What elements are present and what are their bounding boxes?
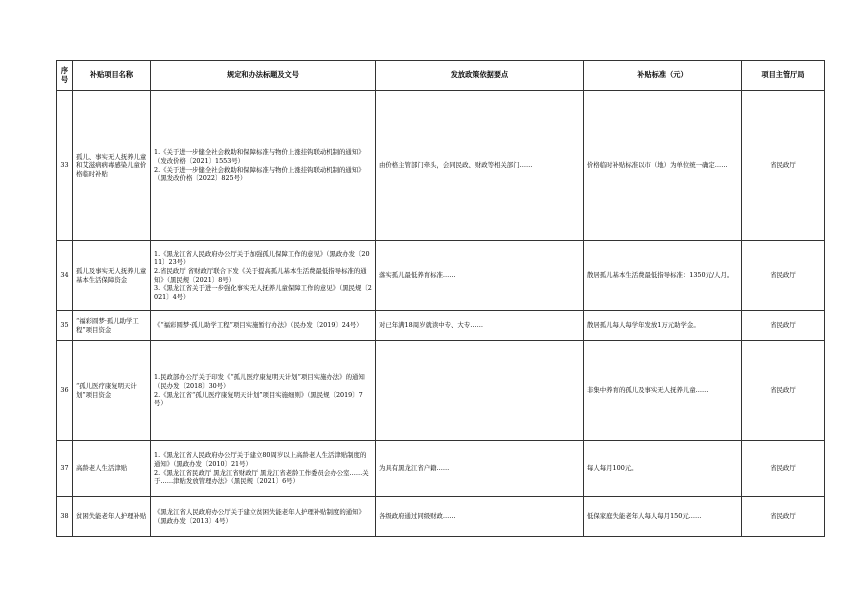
header-dept: 项目主管厅局 (742, 61, 825, 91)
department-cell: 省民政厅 (742, 497, 825, 537)
regulation-line: 《“福彩圆梦·孤儿助学工程”项目实施暂行办法》（民办发〔2019〕24号） (154, 321, 363, 330)
row-number: 33 (57, 91, 73, 241)
header-basis: 发放政策依据要点 (376, 61, 584, 91)
policy-basis-cell: 落实孤儿最低养育标准…… (376, 241, 584, 311)
row-number: 35 (57, 311, 73, 341)
department-cell: 省民政厅 (742, 91, 825, 241)
regulation-line: 1.《关于进一步健全社会救助和保障标准与物价上涨挂钩联动机制的通知》（发改价格〔2021〕1553号） (154, 148, 365, 165)
department-cell: 省民政厅 (742, 341, 825, 441)
header-name: 补贴项目名称 (73, 61, 151, 91)
regulations-cell (151, 91, 376, 241)
policy-basis-cell (376, 341, 584, 441)
item-name: 孤儿及事实无人抚养儿童基本生活保障资金 (73, 241, 151, 311)
regulation-line: 1.《黑龙江省人民政府办公厅关于加强孤儿保障工作的意见》（黑政办发〔2011〕23号） (154, 249, 370, 267)
department-cell: 省民政厅 (742, 241, 825, 311)
standard-cell: 每人每月100元。 (584, 441, 742, 497)
regulation-line: 1.《黑龙江省人民政府办公厅关于建立80周岁以上高龄老人生活津贴制度的通知》（黑政办发〔2010〕21号） (154, 451, 367, 468)
policy-basis-cell: 对已年满18周岁就读中专、大专…… (376, 311, 584, 341)
regulation-line: 2.《黑龙江省民政厅 黑龙江省财政厅 黑龙江省老龄工作委员会办公室……关于……津贴发放管理办法》（黑民规〔2021〕6号） (154, 468, 369, 486)
table-row (57, 91, 825, 241)
regulation-line: 2.《黑龙江省“孤儿医疗康复明天计划”项目实施细则》（黑民规〔2019〕7号） (154, 390, 363, 408)
row-number: 37 (57, 441, 73, 497)
regulation-line: 3.《黑龙江省关于进一步强化事实无人抚养儿童保障工作的意见》（黑民规〔2021〕4号） (154, 284, 372, 301)
policy-basis-cell: 由价格主管部门牵头，会同民政、财政等相关部门…… (376, 91, 584, 241)
regulation-line: 1.民政部办公厅关于印发《“孤儿医疗康复明天计划”项目实施办法》的通知（民办发〔2018〕30号） (154, 373, 365, 390)
standard-cell: 低保家庭失能老年人每人每月150元…… (584, 497, 742, 537)
table-row (57, 441, 825, 497)
regulations-cell (151, 241, 376, 311)
table-row (57, 497, 825, 537)
item-name: 贫困失能老年人护理补贴 (73, 497, 151, 537)
regulations-cell (151, 441, 376, 497)
header-regs: 规定和办法标题及文号 (151, 61, 376, 91)
row-number: 34 (57, 241, 73, 311)
table-row (57, 241, 825, 311)
regulation-line: 2.省民政厅 省财政厅联合下发《关于提高孤儿基本生活费最低指导标准的通知》（黑民规〔2021〕8号） (154, 266, 367, 284)
item-name: 高龄老人生活津贴 (73, 441, 151, 497)
department-cell: 省民政厅 (742, 441, 825, 497)
header-row (57, 61, 825, 91)
item-name: 孤儿、事实无人抚养儿童和艾滋病病毒感染儿童价格临时补贴 (73, 91, 151, 241)
regulations-cell (151, 341, 376, 441)
regulation-line: 2.《关于进一步健全社会救助和保障标准与物价上涨挂钩联动机制的通知》（黑发改价格〔2022〕825号） (154, 165, 365, 183)
policy-basis-cell: 各级政府通过同级财政…… (376, 497, 584, 537)
header-standard: 补贴标准（元） (584, 61, 742, 91)
regulation-line: 《黑龙江省人民政府办公厅关于建立贫困失能老年人护理补贴制度的通知》（黑政办发〔2013〕4号） (154, 507, 365, 525)
item-name: “福彩圆梦·孤儿助学工程”项目资金 (73, 311, 151, 341)
regulations-cell (151, 311, 376, 341)
row-number: 38 (57, 497, 73, 537)
standard-cell: 散居孤儿基本生活费最低指导标准：1350元/人月。 (584, 241, 742, 311)
standard-cell: 非集中养育的孤儿及事实无人抚养儿童…… (584, 341, 742, 441)
header-no: 序号 (57, 61, 73, 91)
table-row (57, 311, 825, 341)
subsidy-table (56, 60, 825, 537)
policy-basis-cell: 为具有黑龙江省户籍…… (376, 441, 584, 497)
department-cell: 省民政厅 (742, 311, 825, 341)
regulations-cell (151, 497, 376, 537)
row-number: 36 (57, 341, 73, 441)
item-name: “孤儿医疗康复明天计划”项目资金 (73, 341, 151, 441)
table-row (57, 341, 825, 441)
standard-cell: 散居孤儿每人每学年发放1万元助学金。 (584, 311, 742, 341)
standard-cell: 价格临时补贴标准以市（地）为单位统一确定…… (584, 91, 742, 241)
